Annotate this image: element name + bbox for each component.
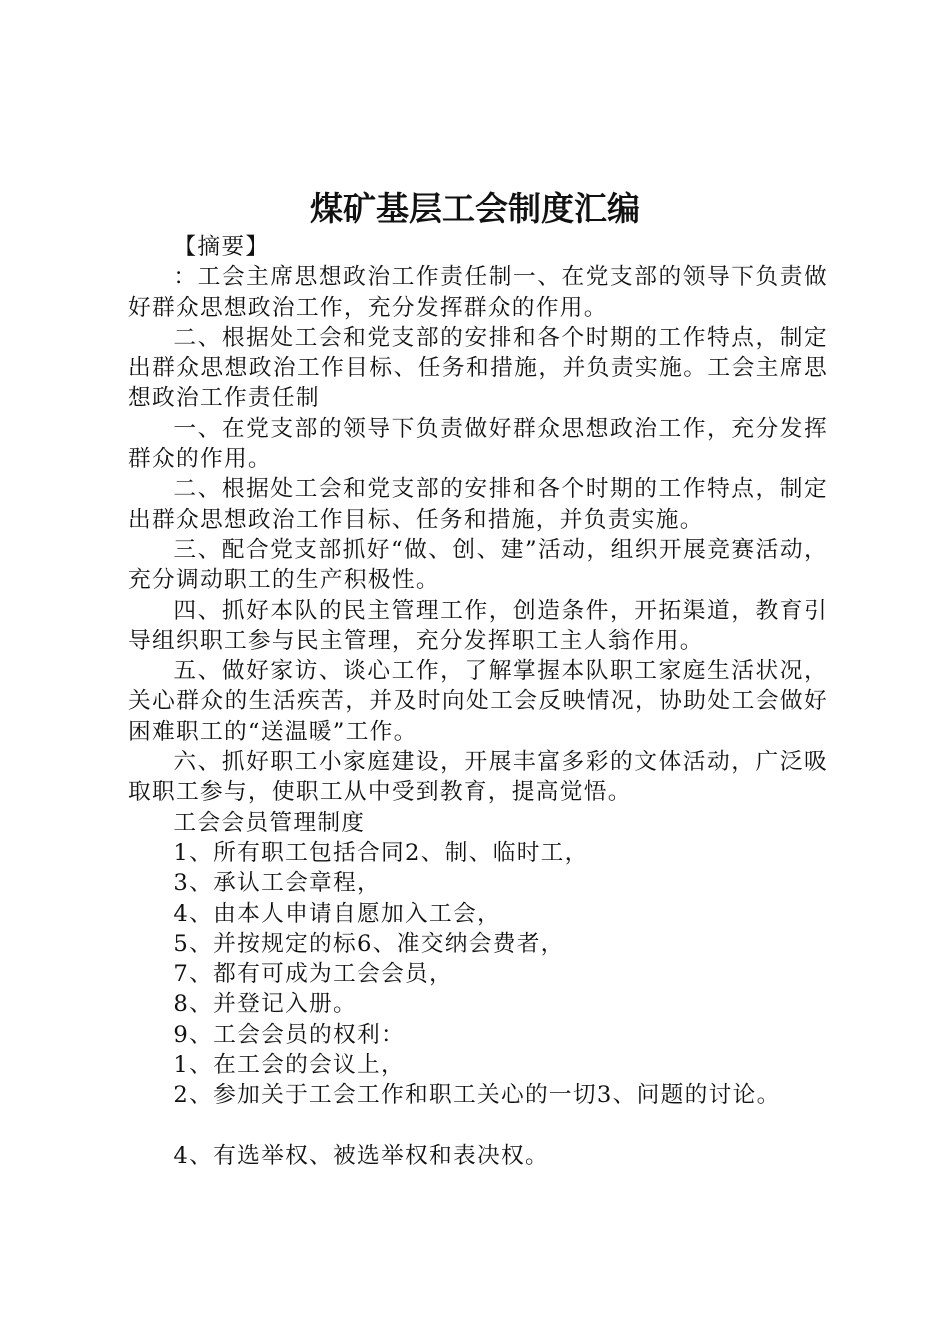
document-body (128, 232, 828, 1171)
list-item: 4、由本人申请自愿加入工会， (173, 900, 501, 927)
paragraph: ：工会主席思想政治工作责任制一、在党支部的领导下负责做好群众思想政治工作，充分发挥群众的作用。 (128, 264, 828, 321)
list-item: 9、工会会员的权利： (173, 1021, 406, 1048)
paragraph: 六、抓好职工小家庭建设，开展丰富多彩的文体活动，广泛吸取职工参与，使职工从中受到教育，提高觉悟。 (128, 749, 828, 806)
list-item: 3、承认工会章程， (173, 870, 382, 897)
paragraph: 一、在党支部的领导下负责做好群众思想政治工作，充分发挥群众的作用。 (128, 415, 828, 473)
abstract-label: 【摘要】 (173, 234, 270, 260)
paragraph: 二、根据处工会和党支部的安排和各个时期的工作特点，制定出群众思想政治工作目标、任务和措施，并负责实施。工会主席思想政治工作责任制 (128, 324, 828, 412)
paragraph: 四、抓好本队的民主管理工作，创造条件，开拓渠道，教育引导组织职工参与民主管理，充分发挥职工主人翁作用。 (128, 597, 828, 654)
list-item: 7、都有可成为工会会员， (173, 961, 453, 988)
list-item: 4、有选举权、被选举权和表决权。 (173, 1142, 549, 1169)
list-item: 2、参加关于工会工作和职工关心的一切3、问题的讨论。 (173, 1082, 781, 1109)
section-heading: 工会会员管理制度 (173, 809, 366, 836)
paragraph: 三、配合党支部抓好“做、创、建”活动，组织开展竞赛活动，充分调动职工的生产积极性。 (128, 536, 828, 594)
paragraph: 二、根据处工会和党支部的安排和各个时期的工作特点，制定出群众思想政治工作目标、任务和措施，并负责实施。 (128, 476, 828, 533)
list-item: 5、并按规定的标6、准交纳会费者， (173, 930, 565, 957)
list-item: 8、并登记入册。 (173, 991, 358, 1018)
list-item: 1、在工会的会议上， (173, 1052, 406, 1079)
list-item: 1、所有职工包括合同2、制、临时工， (173, 839, 589, 866)
document-title: 煤矿基层工会制度汇编 (310, 189, 640, 228)
blank-line (128, 1111, 828, 1141)
paragraph: 五、做好家访、谈心工作，了解掌握本队职工家庭生活状况，关心群众的生活疾苦，并及时向处工会反映情况，协助处工会做好困难职工的“送温暖”工作。 (128, 658, 828, 745)
